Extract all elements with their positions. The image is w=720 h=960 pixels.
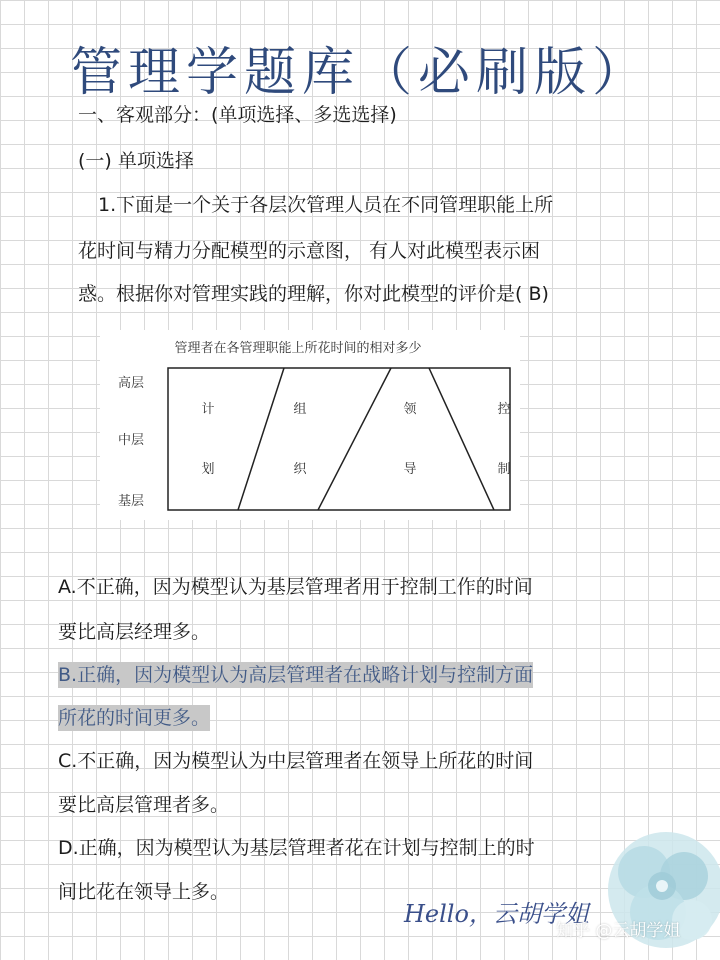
management-functions-diagram <box>100 330 520 520</box>
level-label-bottom: 基层 <box>118 494 145 509</box>
watermark: 知乎 @云胡学姐 <box>556 921 681 941</box>
sub-heading: (一) 单项选择 <box>78 150 194 172</box>
option-c-line-1: C.不正确，因为模型认为中层管理者在领导上所花的时间 <box>58 750 534 772</box>
option-d-line-1: D.正确，因为模型认为基层管理者花在计划与控制上的时 <box>58 837 535 859</box>
option-b-line-1 <box>58 660 533 687</box>
option-b-highlight-1: B.正确，因为模型认为高层管理者在战略计划与控制方面 <box>58 664 534 686</box>
function-planning-top: 计 <box>201 402 215 417</box>
function-controlling-bottom: 制 <box>497 462 511 477</box>
option-a-line-2: 要比高层经理多。 <box>58 621 211 643</box>
option-a-line-1: A.不正确，因为模型认为基层管理者用于控制工作的时间 <box>58 576 533 598</box>
function-leading-top: 领 <box>403 402 417 417</box>
signature: Hello，云胡学姐 <box>404 900 589 928</box>
function-planning-bottom: 划 <box>201 462 215 477</box>
function-controlling-top: 控 <box>497 402 511 417</box>
level-label-top: 高层 <box>118 376 145 391</box>
question-line-3: 惑。根据你对管理实践的理解，你对此模型的评价是( B) <box>78 283 549 305</box>
section-heading: 一、客观部分：(单项选择、多选选择) <box>78 104 397 126</box>
question-line-2: 花时间与精力分配模型的示意图， 有人对此模型表示困 <box>78 240 541 262</box>
question-line-1: 1.下面是一个关于各层次管理人员在不同管理职能上所 <box>98 194 554 216</box>
level-label-middle: 中层 <box>118 433 145 448</box>
diagram-title: 管理者在各管理职能上所花时间的相对多少 <box>174 341 422 356</box>
option-c-line-2: 要比高层管理者多。 <box>58 794 230 816</box>
function-organizing-top: 组 <box>293 402 307 417</box>
function-leading-bottom: 导 <box>403 462 417 477</box>
option-b-highlight-2: 所花的时间更多。 <box>58 707 211 729</box>
function-organizing-bottom: 织 <box>293 462 307 477</box>
option-d-line-2: 间比花在领导上多。 <box>58 881 230 903</box>
option-b-line-2 <box>58 703 210 730</box>
page-title: 管理学题库（必刷版） <box>69 43 650 103</box>
